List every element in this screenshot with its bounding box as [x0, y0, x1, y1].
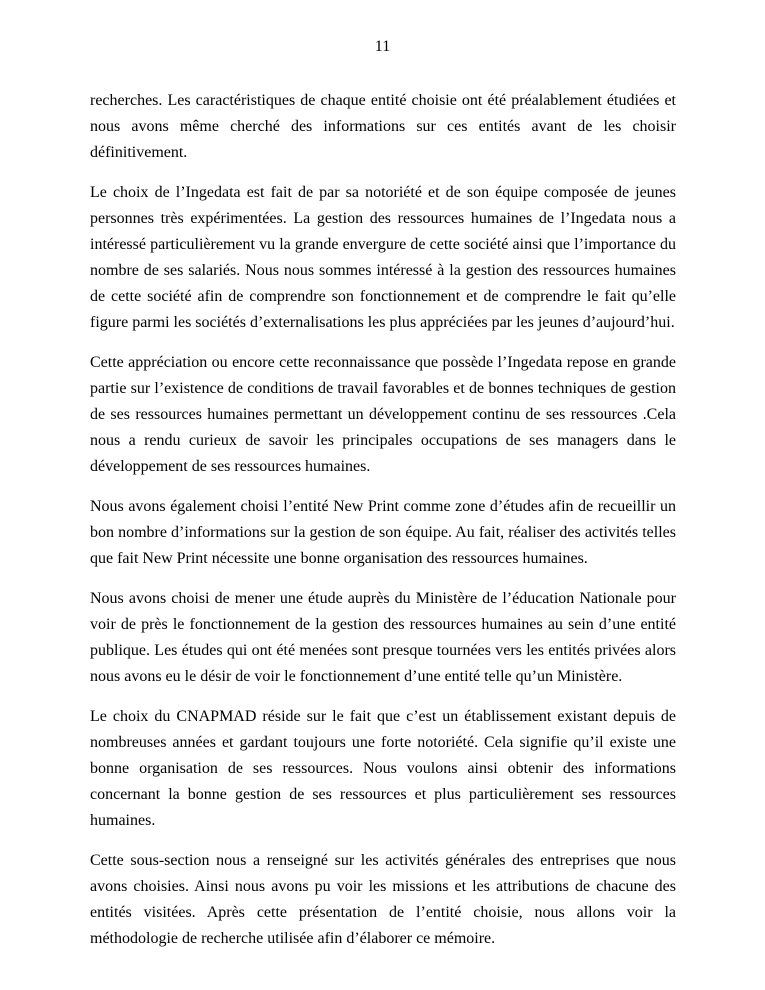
paragraph: Le choix du CNAPMAD réside sur le fait que c’est un établissement existant depuis de nombreuses années et gardant toujours une forte notoriété. Cela signifie qu’il existe une bonne organisation de ses ressources. Nous voulons ainsi obtenir des informations concernant la bonne gestion de ses ressources et plus particulièrement ses ressources humaines.	[90, 708, 676, 829]
paragraph: Nous avons choisi de mener une étude auprès du Ministère de l’éducation Nationale pour voir de près le fonctionnement de la gestion des ressources humaines au sein d’une entité publique. Les études qui ont été menées sont presque tournées vers les entités privées alors nous avons eu le désir de voir le fonctionnement d’une entité telle qu’un Ministère.	[90, 590, 676, 685]
paragraph: Nous avons également choisi l’entité New Print comme zone d’études afin de recueillir un bon nombre d’informations sur la gestion de son équipe. Au fait, réaliser des activités telles que fait New Print nécessite une bonne organisation des ressources humaines.	[90, 498, 676, 567]
paragraph: Cette appréciation ou encore cette reconnaissance que possède l’Ingedata repose en grande partie sur l’existence de conditions de travail favorables et de bonnes techniques de gestion de ses ressources humaines permettant un développement continu de ses ressources .Cela nous a rendu curieux de savoir les principales occupations de ses managers dans le développement de ses ressources humaines.	[90, 354, 676, 475]
paragraph: recherches. Les caractéristiques de chaque entité choisie ont été préalablement étudiées et nous avons même cherché des informations sur ces entités avant de les choisir définitivement.	[90, 92, 676, 161]
paragraph: Cette sous-section nous a renseigné sur les activités générales des entreprises que nous avons choisies. Ainsi nous avons pu voir les missions et les attributions de chacune des entités visitées. Après cette présentation de l’entité choisie, nous allons voir la méthodologie de recherche utilisée afin d’élaborer ce mémoire.	[90, 852, 676, 947]
page-number: 11	[374, 38, 391, 55]
document-body-text	[90, 88, 676, 952]
paragraph: Le choix de l’Ingedata est fait de par sa notoriété et de son équipe composée de jeunes personnes très expérimentées. La gestion des ressources humaines de l’Ingedata nous a intéressé particulièrement vu la grande envergure de cette société ainsi que l’importance du nombre de ses salariés. Nous nous sommes intéressé à la gestion des ressources humaines de cette société afin de comprendre son fonctionnement et de comprendre le fait qu’elle figure parmi les sociétés d’externalisations les plus appréciées par les jeunes d’aujourd’hui.	[90, 184, 676, 331]
